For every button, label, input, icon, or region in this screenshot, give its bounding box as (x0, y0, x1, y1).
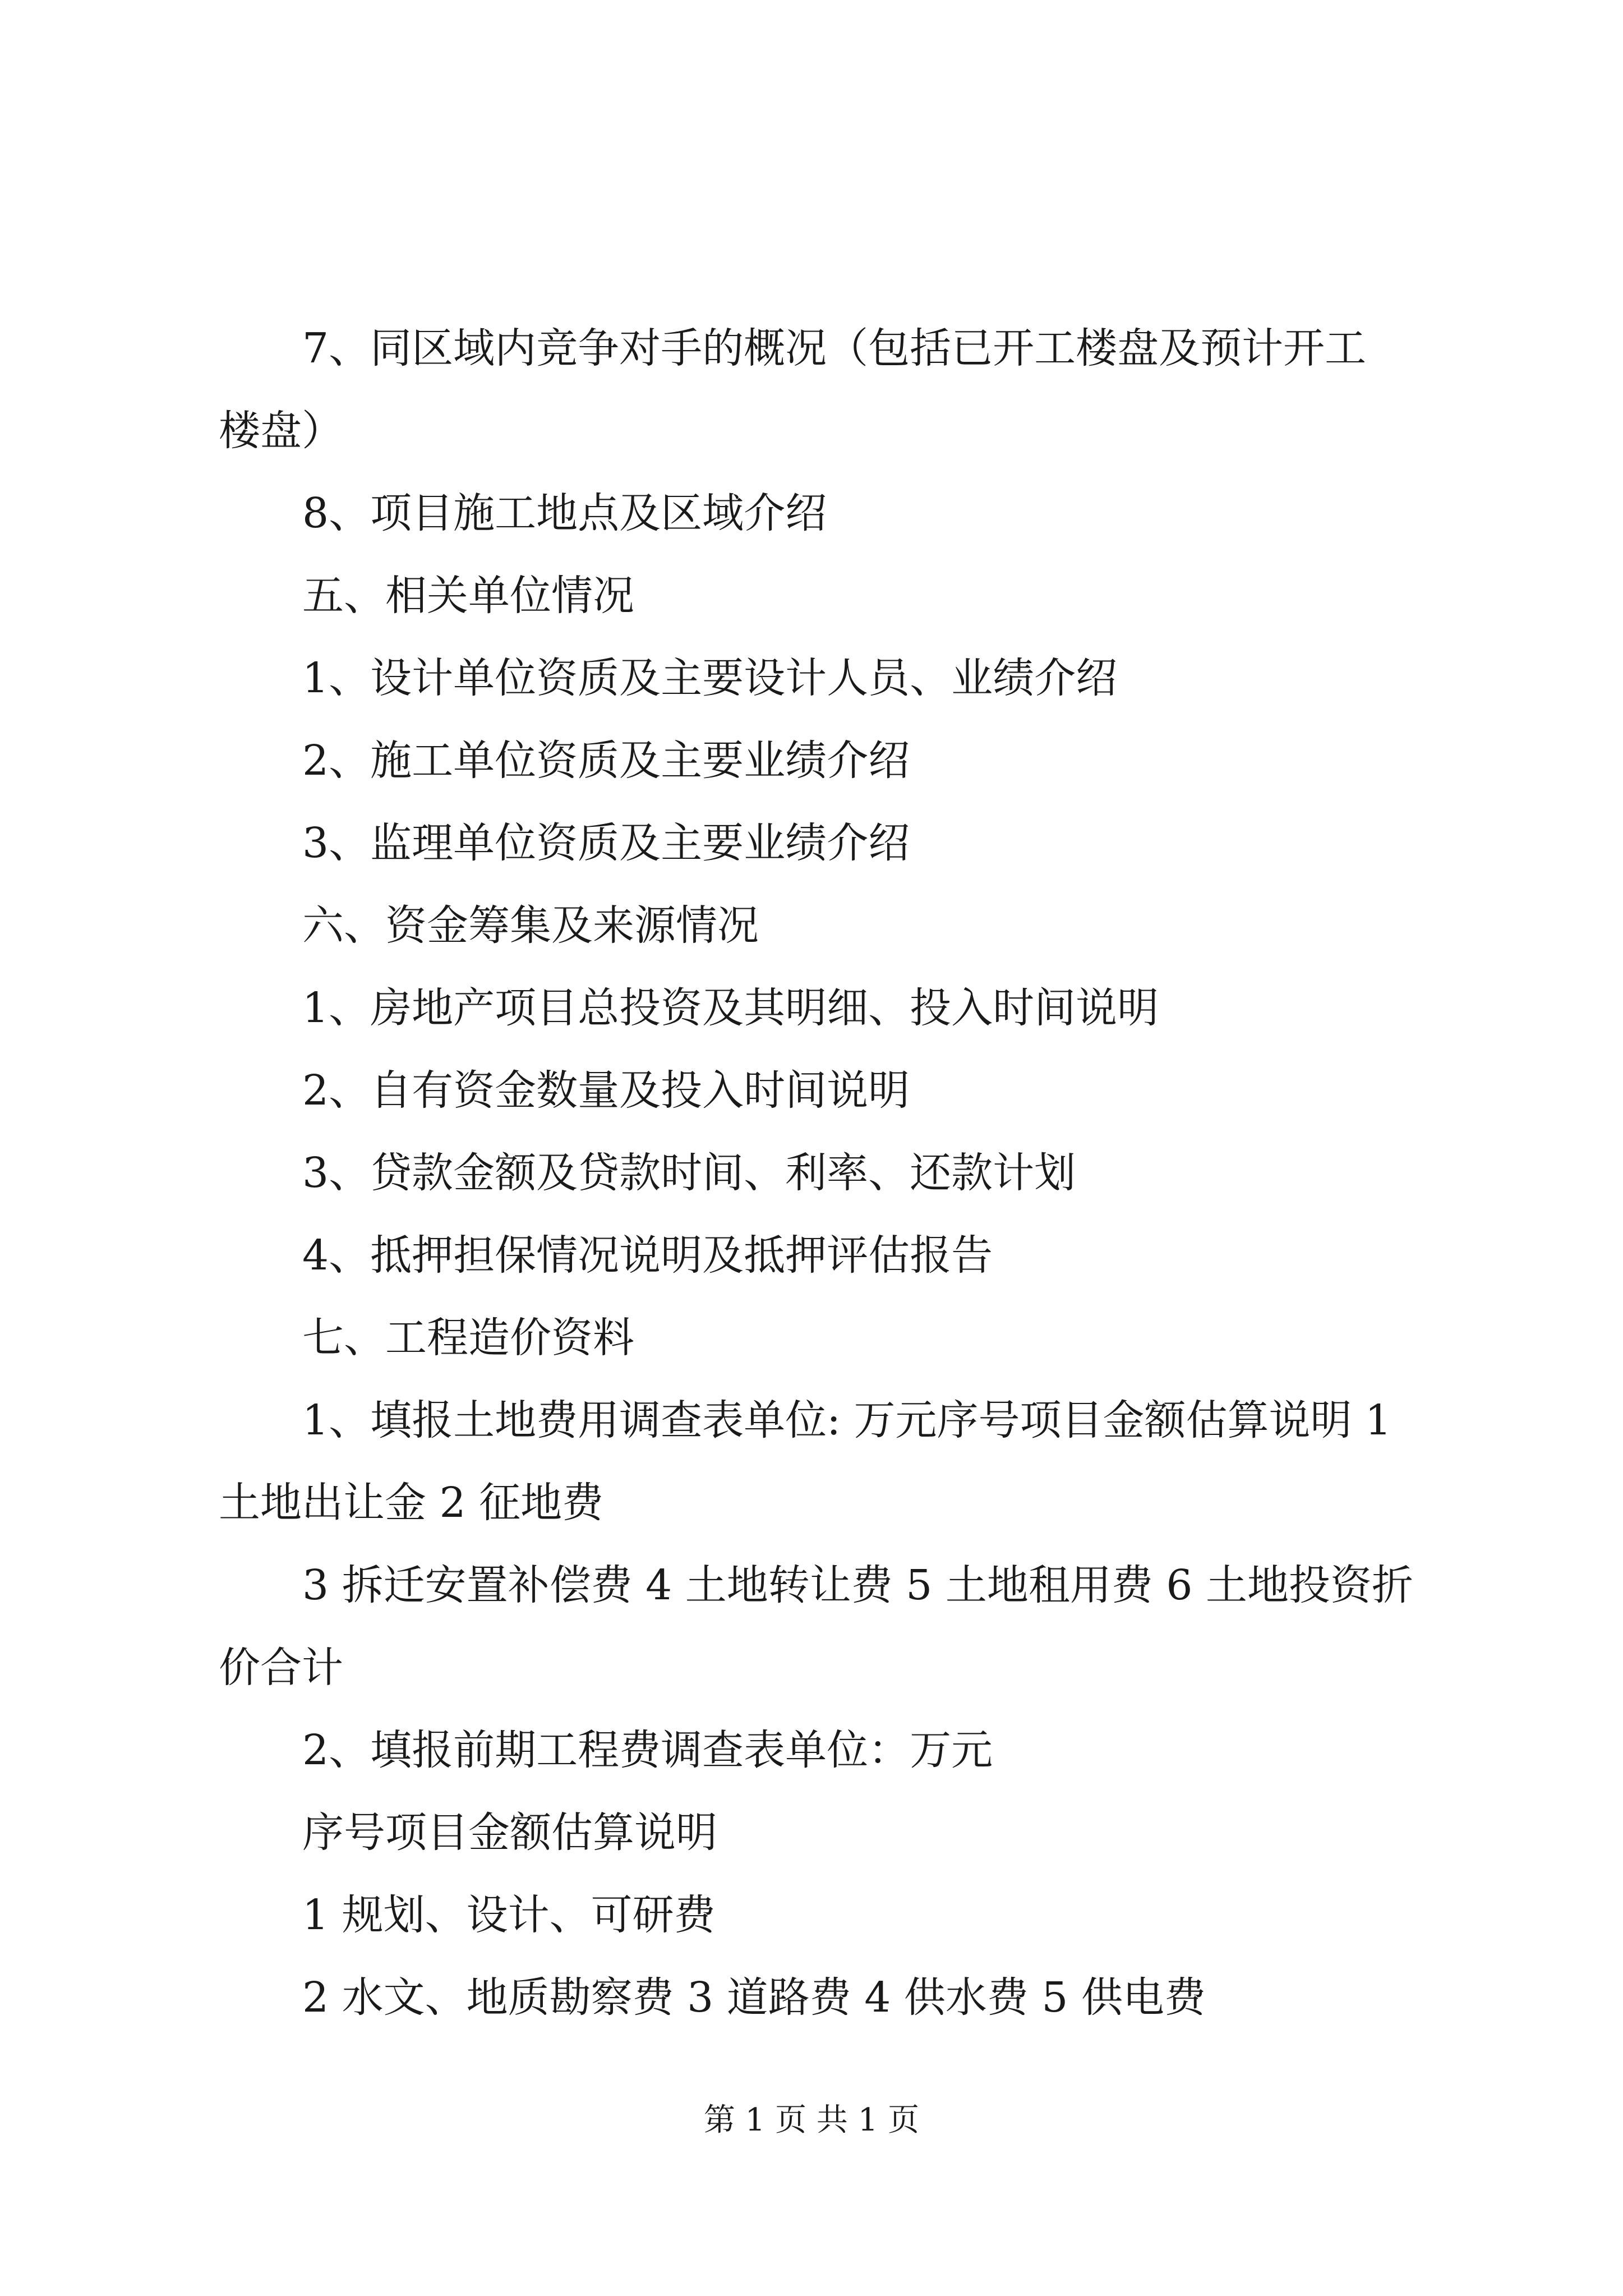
paragraph (219, 1050, 1441, 1132)
page-number: 第 1 页 共 1 页 (703, 2102, 920, 2138)
paragraph (219, 802, 1441, 885)
paragraph (219, 967, 1441, 1050)
document-body (219, 307, 1441, 2039)
paragraph-line: 1、设计单位资质及主要设计人员、业绩介绍 (302, 654, 1118, 702)
paragraph (219, 1709, 1441, 1792)
paragraph (219, 472, 1441, 555)
paragraph-line: 1、填报土地费用调查表单位: 万元序号项目金额估算说明 1 (302, 1396, 1392, 1444)
section-heading (219, 555, 1441, 637)
paragraph-line: 8、项目施工地点及区域介绍 (302, 489, 827, 537)
section-heading (219, 1297, 1441, 1379)
paragraph-line: 4、抵押担保情况说明及抵押评估报告 (302, 1231, 993, 1280)
page-footer (0, 2098, 1623, 2143)
paragraph-line: 六、资金筹集及来源情况 (302, 901, 759, 950)
paragraph-line: 2 水文、地质勘察费 3 道路费 4 供水费 5 供电费 (302, 1973, 1206, 2022)
paragraph (219, 720, 1441, 802)
paragraph-line: 7、同区域内竞争对手的概况（包括已开工楼盘及预计开工 (302, 324, 1367, 372)
paragraph-line: 3 拆迁安置补偿费 4 土地转让费 5 土地租用费 6 土地投资折 (302, 1561, 1413, 1609)
paragraph (219, 1379, 1441, 1544)
paragraph-line: 2、施工单位资质及主要业绩介绍 (302, 737, 910, 785)
paragraph-line: 2、自有资金数量及投入时间说明 (302, 1066, 910, 1115)
paragraph (219, 1214, 1441, 1297)
paragraph (219, 1957, 1441, 2039)
paragraph-line: 五、相关单位情况 (302, 572, 634, 620)
paragraph (219, 1874, 1441, 1957)
paragraph (219, 1544, 1441, 1709)
paragraph-line: 七、工程造价资料 (302, 1314, 634, 1362)
paragraph-line: 1 规划、设计、可研费 (302, 1891, 716, 1939)
paragraph-line: 3、贷款金额及贷款时间、利率、还款计划 (302, 1149, 1076, 1197)
paragraph-line: 2、填报前期工程费调查表单位：万元 (302, 1726, 993, 1774)
paragraph (219, 637, 1441, 720)
paragraph-line: 1、房地产项目总投资及其明细、投入时间说明 (302, 984, 1159, 1032)
paragraph-line: 价合计 (219, 1644, 343, 1692)
section-heading (219, 885, 1441, 967)
paragraph (219, 307, 1441, 472)
paragraph-line: 3、监理单位资质及主要业绩介绍 (302, 819, 910, 867)
paragraph-line: 序号项目金额估算说明 (302, 1809, 717, 1857)
paragraph-line: 土地出让金 2 征地费 (219, 1479, 604, 1527)
paragraph (219, 1132, 1441, 1214)
paragraph-line: 楼盘） (219, 407, 343, 455)
paragraph (219, 1792, 1441, 1874)
